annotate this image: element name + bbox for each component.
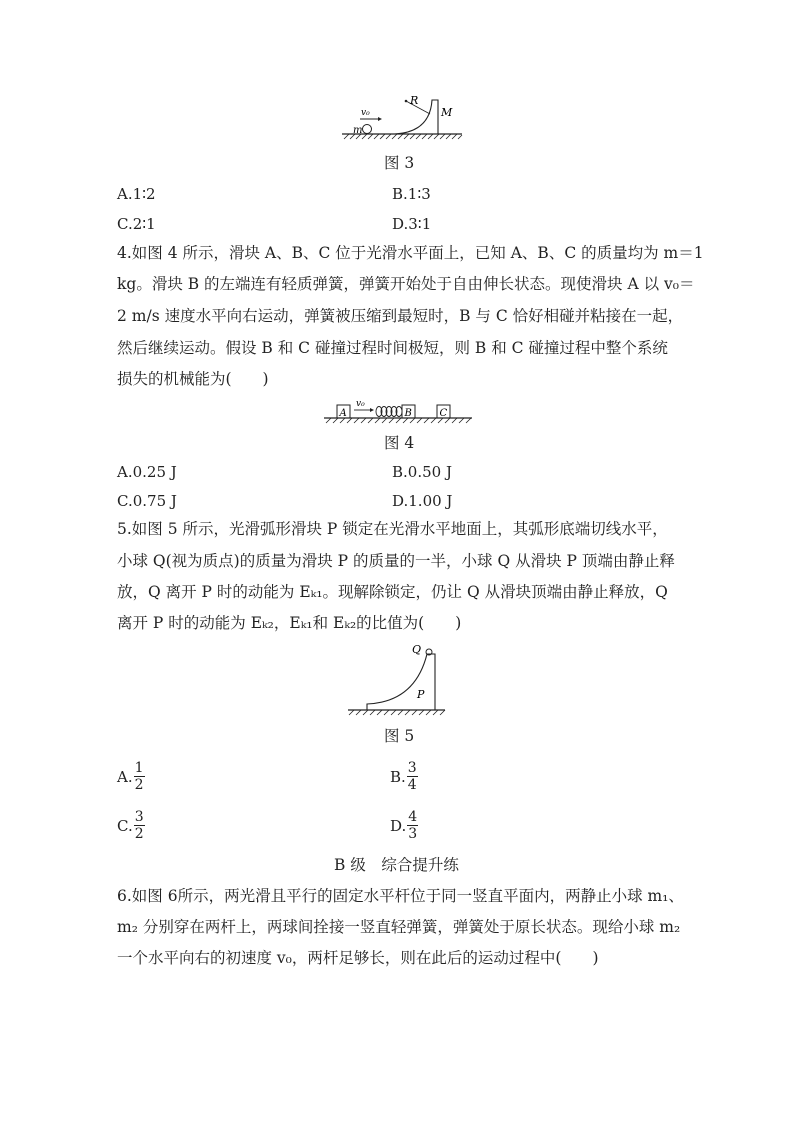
q4-option-c: C.0.75 J [117,492,177,510]
q4-line-5: 损失的机械能为( ) [117,370,269,388]
q4-option-d: D.1.00 J [392,492,453,510]
denominator: 3 [408,826,418,842]
q5-line-1: 5.如图 5 所示，光滑弧形滑块 P 锁定在光滑水平地面上，其弧形底端切线水平， [117,520,668,538]
q5-option-b-prefix: B. [390,767,406,786]
q5-option-d [390,809,418,842]
q4-line-4: 然后继续运动。假设 B 和 C 碰撞过程时间极短，则 B 和 C 碰撞过程中整个系统 [117,339,668,357]
q4-option-a: A.0.25 J [117,463,177,481]
spring [376,407,402,417]
label-M: M [441,106,453,119]
q5-option-a-fraction [134,760,145,793]
numerator: 3 [134,809,144,825]
label-v0: v₀ [356,399,365,409]
label-a: A [339,408,347,419]
denominator: 4 [407,777,417,793]
numerator: 4 [408,809,418,825]
label-b: B [404,408,412,419]
q4-option-b: B.0.50 J [392,463,452,481]
q5-option-c-prefix: C. [117,816,133,835]
q5-line-2: 小球 Q(视为质点)的质量为滑块 P 的质量的一半，小球 Q 从滑块 P 顶端由静止释 [117,552,675,570]
q5-option-c [117,809,145,842]
q5-option-b-fraction [407,760,418,793]
figure-4 [322,396,474,426]
label-p: P [417,688,425,701]
block-p [367,654,435,710]
q5-option-d-prefix: D. [390,816,407,835]
section-heading: B 级 综合提升练 [334,856,459,874]
q4-line-3: 2 m/s 速度水平向右运动，弹簧被压缩到最短时，B 与 C 恰好相碰并粘接在一起， [117,307,684,325]
figure-4-caption: 图 4 [384,434,415,452]
q5-option-d-fraction [407,809,418,842]
q6-line-2: m₂ 分别穿在两杆上，两球间拴接一竖直轻弹簧，弹簧处于原长状态。现给小球 m₂ [117,918,681,936]
q4-line-1: 4.如图 4 所示，滑块 A、B、C 位于光滑水平面上，已知 A、B、C 的质量均为 m＝1 [117,244,704,262]
figure-5-caption: 图 5 [384,727,415,745]
denominator: 2 [134,777,144,793]
q5-option-c-fraction [134,809,145,842]
label-R: R [410,94,419,107]
q5-line-4: 离开 P 时的动能为 Eₖ₂，Eₖ₁和 Eₖ₂的比值为( ) [117,614,462,632]
figure-3-caption: 图 3 [384,154,415,172]
figure-3 [340,92,465,144]
label-m: m [353,125,363,136]
q6-line-1: 6.如图 6所示，两光滑且平行的固定水平杆位于同一竖直平面内，两静止小球 m₁、 [117,887,684,905]
q3-option-c: C.2∶1 [117,215,156,233]
q6-line-3: 一个水平向右的初速度 v₀，两杆足够长，则在此后的运动过程中( ) [117,949,599,967]
denominator: 2 [134,826,144,842]
q5-line-3: 放，Q 离开 P 时的动能为 Eₖ₁。现解除锁定，仍让 Q 从滑块顶端由静止释放，Q [117,583,668,601]
q5-option-b [390,760,418,793]
ball-m [363,125,372,134]
q3-option-a: A.1∶2 [117,185,156,203]
q5-option-a-prefix: A. [117,767,133,786]
numerator: 1 [134,760,144,776]
label-v0: v₀ [361,108,370,118]
q4-line-2: kg。滑块 B 的左端连有轻质弹簧，弹簧开始处于自由伸长状态。现使滑块 A 以 v₀＝ [117,275,695,293]
figure-5 [345,640,450,720]
q3-option-d: D.3∶1 [392,215,432,233]
numerator: 3 [407,760,417,776]
q3-option-b: B.1∶3 [392,185,431,203]
label-c: C [439,408,448,419]
label-q: Q [412,643,422,656]
q5-option-a [117,760,145,793]
